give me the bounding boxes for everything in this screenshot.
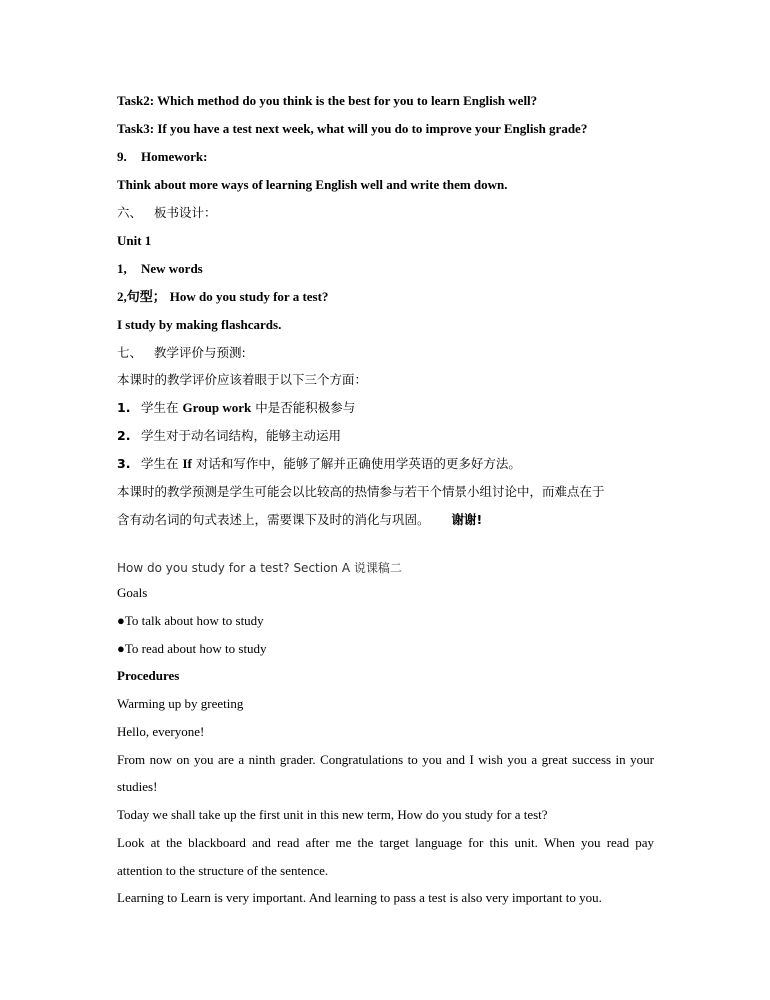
evaluation-item-3-post: 对话和写作中，能够了解并正确使用学英语的更多好方法。 bbox=[191, 456, 521, 471]
evaluation-item-2 bbox=[117, 428, 654, 444]
evaluation-item-1-number: 1. bbox=[117, 400, 131, 415]
evaluation-item-3-bold: If bbox=[182, 456, 192, 471]
prediction-line-2 bbox=[117, 512, 654, 528]
evaluation-item-3 bbox=[117, 456, 654, 472]
paragraph-4: Learning to Learn is very important. And learning to pass a test is also very important to you. bbox=[117, 890, 602, 905]
board-item-2-prefix: 2,句型； bbox=[117, 289, 166, 304]
prediction-line-2-text: 含有动名词的句式表述上，需要课下及时的消化与巩固。 bbox=[117, 512, 430, 527]
evaluation-item-3-number: 3. bbox=[117, 456, 131, 471]
paragraph-1-line-1: From now on you are a ninth grader. Congratulations to you and I wish you a great success in your bbox=[117, 752, 654, 767]
homework-title: Homework: bbox=[141, 149, 208, 164]
goal-item-2: ●To read about how to study bbox=[117, 641, 267, 656]
board-item-1-text: New words bbox=[141, 261, 203, 276]
evaluation-item-2-text: 学生对于动名词结构，能够主动运用 bbox=[141, 428, 342, 443]
evaluation-item-1-bold: Group work bbox=[182, 400, 252, 415]
section7-title: 教学评价与预测: bbox=[154, 345, 246, 360]
procedures-label: Procedures bbox=[117, 668, 180, 683]
homework-text: Think about more ways of learning English well and write them down. bbox=[117, 177, 508, 192]
warming-up-line: Warming up by greeting bbox=[117, 696, 244, 711]
evaluation-item-1 bbox=[117, 400, 654, 416]
paragraph-2: Today we shall take up the first unit in this new term, How do you study for a test? bbox=[117, 807, 548, 822]
board-item-1-number: 1, bbox=[117, 261, 127, 276]
task2-line: Task2: Which method do you think is the best for you to learn English well? bbox=[117, 93, 538, 108]
greeting-line: Hello, everyone! bbox=[117, 724, 205, 739]
board-item-2-text: How do you study for a test? bbox=[169, 289, 329, 304]
paragraph-1-line-2: studies! bbox=[117, 779, 158, 794]
evaluation-item-1-pre: 学生在 bbox=[141, 400, 179, 415]
evaluation-item-1-post: 中是否能积极参与 bbox=[251, 400, 356, 415]
section7-number: 七、 bbox=[117, 345, 143, 360]
evaluation-item-2-number: 2. bbox=[117, 428, 131, 443]
evaluation-item-3-pre: 学生在 bbox=[141, 456, 179, 471]
section7-heading bbox=[117, 345, 654, 361]
prediction-line-1: 本课时的教学预测是学生可能会以比较高的热情参与若干个情景小组讨论中，而难点在于 bbox=[117, 484, 605, 499]
thanks-text: 谢谢! bbox=[451, 512, 483, 527]
board-item-2 bbox=[117, 289, 654, 305]
paragraph-3-line-1: Look at the blackboard and read after me the target language for this unit. When you read pay bbox=[117, 835, 654, 850]
section-title: How do you study for a test? Section A 说课稿二 bbox=[117, 561, 402, 575]
goal-item-1: ●To talk about how to study bbox=[117, 613, 264, 628]
homework-heading bbox=[117, 149, 654, 165]
paragraph-3-line-2: attention to the structure of the sentence. bbox=[117, 863, 329, 878]
section6-title: 板书设计： bbox=[154, 205, 217, 220]
unit-label: Unit 1 bbox=[117, 233, 152, 248]
board-item-2-answer: I study by making flashcards. bbox=[117, 317, 282, 332]
evaluation-intro: 本课时的教学评价应该着眼于以下三个方面： bbox=[117, 372, 368, 387]
task3-line: Task3: If you have a test next week, what will you do to improve your English grade? bbox=[117, 121, 588, 136]
homework-number: 9. bbox=[117, 149, 127, 164]
section6-number: 六、 bbox=[117, 205, 143, 220]
goals-label: Goals bbox=[117, 585, 148, 600]
section6-heading bbox=[117, 205, 654, 221]
board-item-1 bbox=[117, 261, 654, 277]
